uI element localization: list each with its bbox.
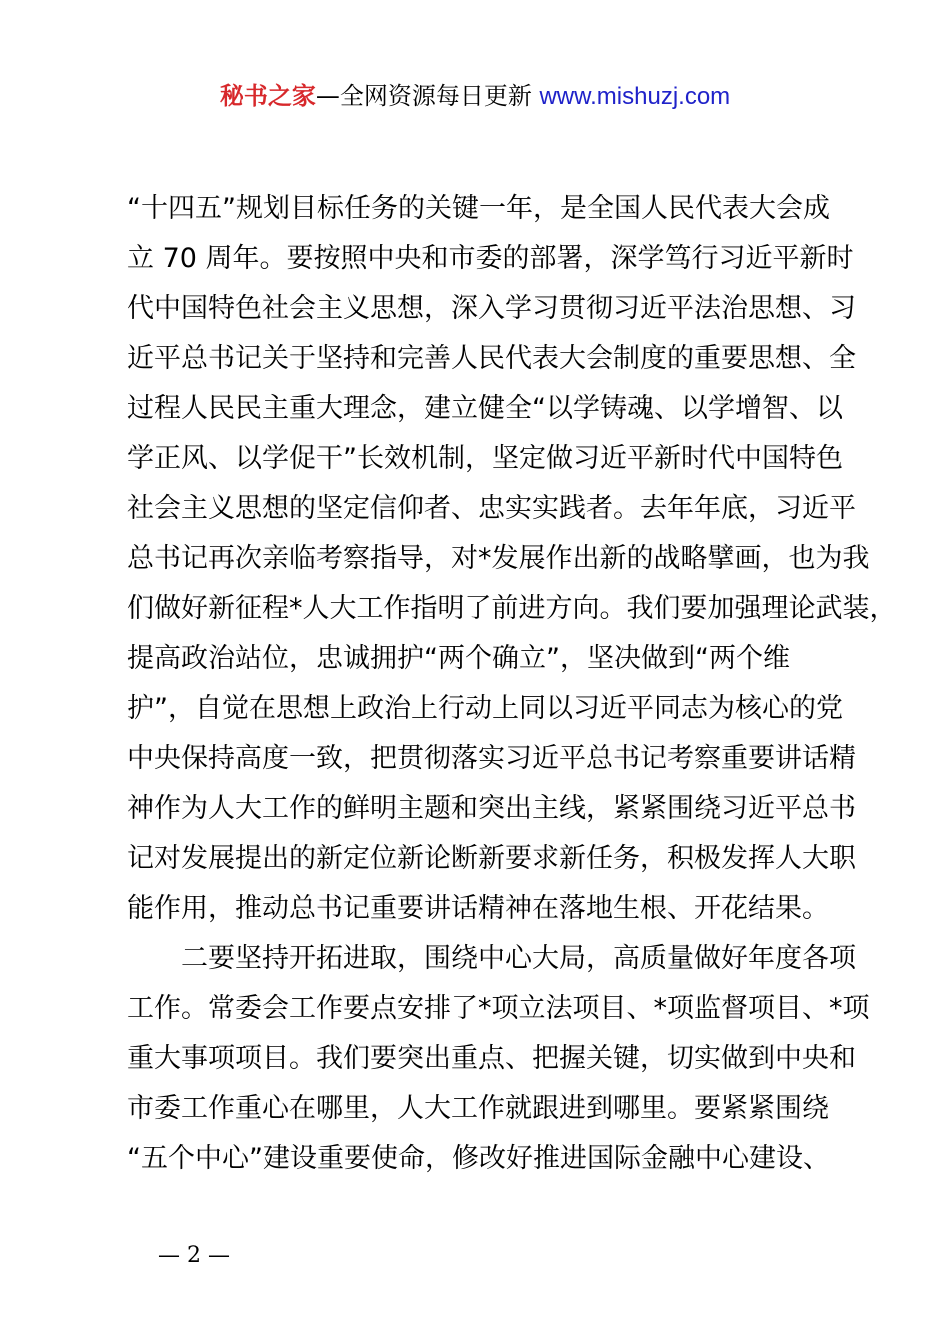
text-line: “十四五”规划目标任务的关键一年，是全国人民代表大会成 — [127, 193, 830, 224]
paragraph-start-line: 二要坚持开拓进取，围绕中心大局，高质量做好年度各项 — [181, 943, 856, 974]
text-line: “五个中心”建设重要使命，修改好推进国际金融中心建设、 — [127, 1143, 830, 1174]
document-body — [127, 184, 897, 1184]
text-line: 社会主义思想的坚定信仰者、忠实实践者。去年年底，习近平 — [127, 493, 856, 524]
text-line: 近平总书记关于坚持和完善人民代表大会制度的重要思想、全 — [127, 343, 856, 374]
site-tagline: —全网资源每日更新 — [315, 82, 540, 110]
text-line: 提高政治站位，忠诚拥护“两个确立”，坚决做到“两个维 — [127, 643, 790, 674]
page-number: — 2 — — [158, 1243, 230, 1268]
text-line: 们做好新征程*人大工作指明了前进方向。我们要加强理论武装， — [127, 593, 897, 624]
text-line: 立 70 周年。要按照中央和市委的部署，深学笃行习近平新时 — [127, 243, 854, 274]
text-line: 市委工作重心在哪里，人大工作就跟进到哪里。要紧紧围绕 — [127, 1093, 829, 1124]
text-line: 能作用，推动总书记重要讲话精神在落地生根、开花结果。 — [127, 893, 829, 924]
site-brand: 秘书之家 — [219, 82, 316, 110]
text-line: 学正风、以学促干”长效机制，坚定做习近平新时代中国特色 — [127, 443, 843, 474]
text-line: 代中国特色社会主义思想，深入学习贯彻习近平法治思想、习 — [127, 293, 856, 324]
text-line: 中央保持高度一致，把贯彻落实习近平总书记考察重要讲话精 — [127, 743, 856, 774]
text-line: 神作为人大工作的鲜明主题和突出主线，紧紧围绕习近平总书 — [127, 793, 856, 824]
text-line: 重大事项项目。我们要突出重点、把握关键，切实做到中央和 — [127, 1043, 856, 1074]
site-url[interactable]: www.mishuzj.com — [539, 83, 731, 110]
text-line: 过程人民民主重大理念，建立健全“以学铸魂、以学增智、以 — [127, 393, 843, 424]
text-line: 护”，自觉在思想上政治上行动上同以习近平同志为核心的党 — [127, 693, 843, 724]
text-line: 工作。常委会工作要点安排了*项立法项目、*项监督项目、*项 — [127, 993, 870, 1024]
page-header — [0, 80, 950, 113]
text-line: 总书记再次亲临考察指导，对*发展作出新的战略擘画，也为我 — [127, 543, 870, 574]
text-line: 记对发展提出的新定位新论断新要求新任务，积极发挥人大职 — [127, 843, 856, 874]
